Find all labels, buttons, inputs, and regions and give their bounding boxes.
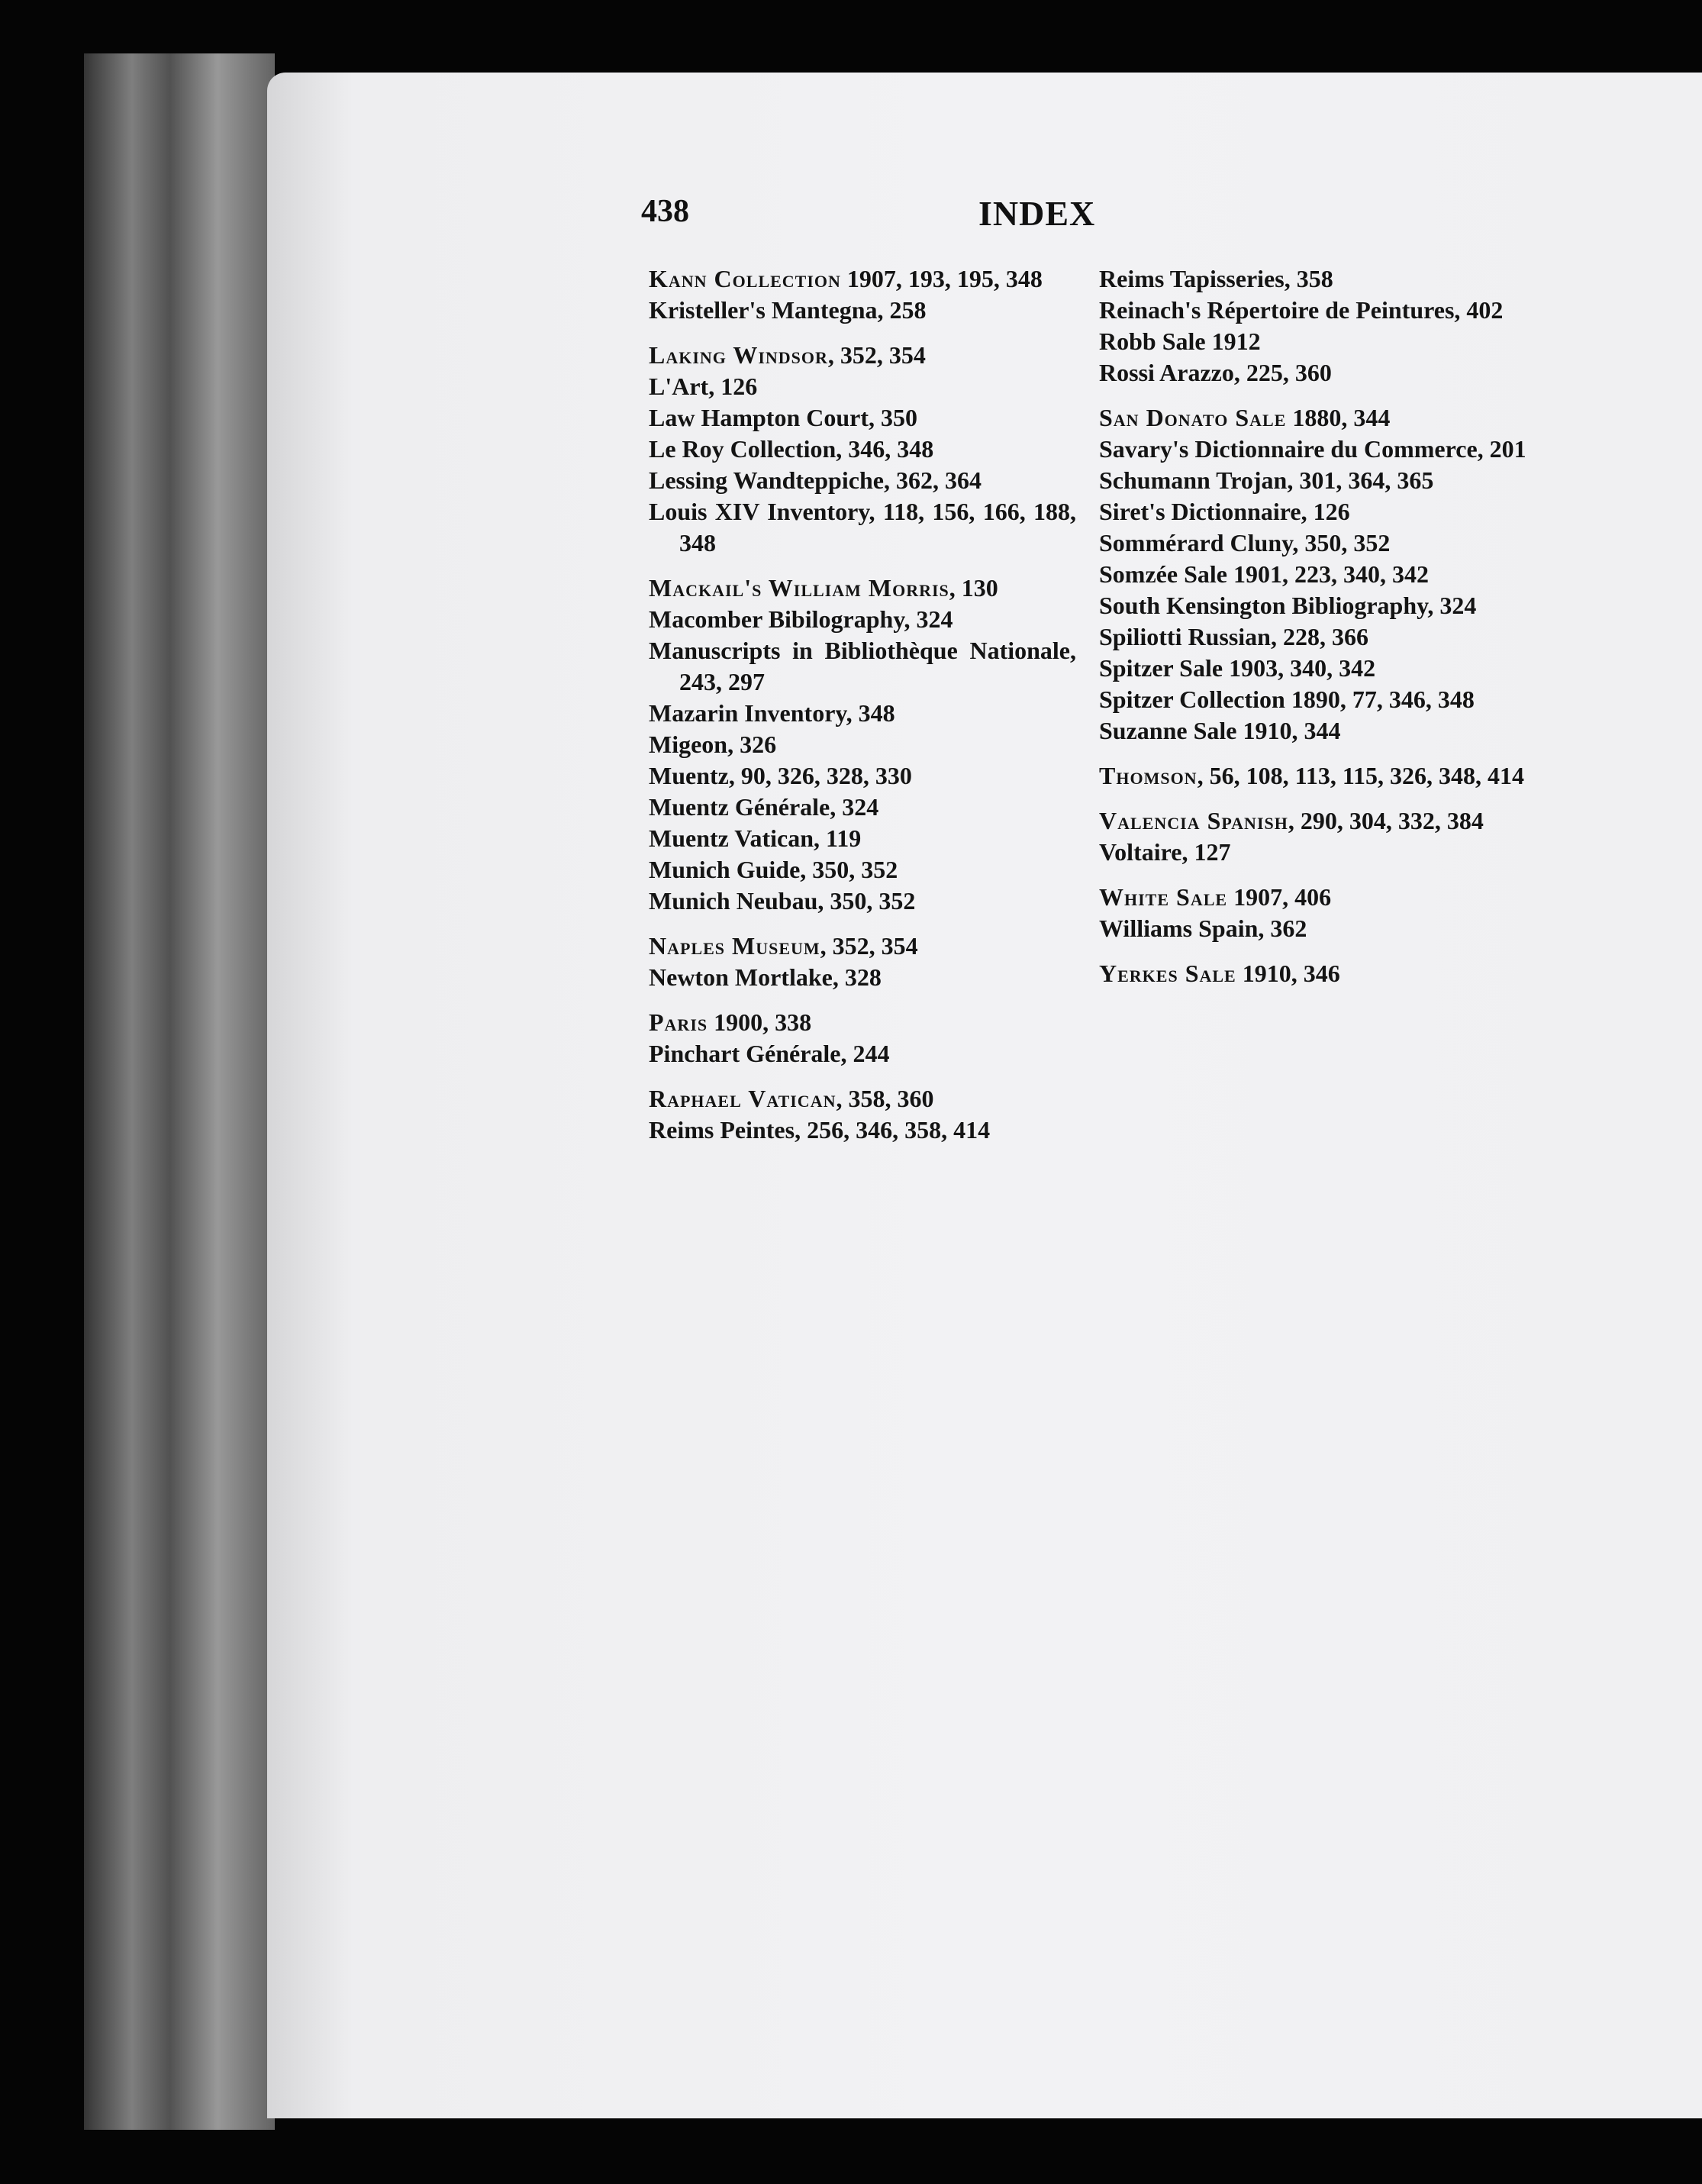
index-letter-group — [649, 1007, 1076, 1069]
index-entry-text: Manuscripts in Bibliothèque Nationale, 243, 297 — [649, 637, 1076, 695]
index-entry — [649, 402, 1076, 434]
index-entry — [1099, 653, 1542, 684]
index-entry-text: Schumann Trojan, 301, 364, 365 — [1099, 466, 1434, 494]
index-entry — [649, 465, 1076, 496]
index-entry — [649, 1038, 1076, 1069]
index-column-left — [649, 263, 1076, 1160]
index-entry — [1099, 357, 1542, 389]
index-entry — [649, 1007, 1076, 1038]
index-entry-text: , 352, 354 — [820, 932, 918, 960]
index-entry — [1099, 527, 1542, 559]
index-entry-lead: Paris — [649, 1008, 708, 1036]
index-entry-text: Suzanne Sale 1910, 344 — [1099, 717, 1341, 744]
index-entry-text: Lessing Wandteppiche, 362, 364 — [649, 466, 982, 494]
index-entry-text: Somzée Sale 1901, 223, 340, 342 — [1099, 560, 1429, 588]
index-entry-lead: Kann Collection — [649, 265, 841, 292]
index-letter-group — [1099, 805, 1542, 868]
index-entry-text: , 358, 360 — [836, 1085, 934, 1112]
book-spine — [84, 53, 275, 2130]
index-letter-group — [649, 263, 1076, 326]
index-entry-text: Spitzer Sale 1903, 340, 342 — [1099, 654, 1376, 682]
index-entry — [649, 962, 1076, 993]
index-entry-text: Newton Mortlake, 328 — [649, 963, 882, 991]
book-page — [267, 73, 1702, 2118]
index-entry-text: , 56, 108, 113, 115, 326, 348, 414 — [1197, 762, 1525, 789]
index-entry-text: 1907, 406 — [1227, 883, 1332, 911]
index-entry — [1099, 621, 1542, 653]
index-entry — [1099, 760, 1542, 792]
index-entry — [1099, 465, 1542, 496]
index-entry-lead: Thomson — [1099, 762, 1198, 789]
index-entry — [649, 371, 1076, 402]
index-entry-text: 1907, 193, 195, 348 — [840, 265, 1043, 292]
index-letter-group — [649, 573, 1076, 917]
index-entry — [649, 931, 1076, 962]
index-entry — [1099, 684, 1542, 715]
index-entry — [1099, 958, 1542, 989]
index-entry-text: Spitzer Collection 1890, 77, 346, 348 — [1099, 686, 1475, 713]
running-title: INDEX — [978, 194, 1096, 233]
index-entry — [649, 573, 1076, 604]
index-entry-text: 1880, 344 — [1286, 404, 1391, 431]
index-entry — [649, 295, 1076, 326]
index-entry-text: Savary's Dictionnaire du Commerce, 201 — [1099, 435, 1526, 463]
index-entry-lead: Raphael Vatican — [649, 1085, 836, 1112]
index-entry-text: Reims Peintes, 256, 346, 358, 414 — [649, 1116, 991, 1144]
index-letter-group — [649, 340, 1076, 559]
index-entry — [649, 792, 1076, 823]
page-header — [641, 193, 1404, 239]
index-entry-text: Williams Spain, 362 — [1099, 915, 1307, 942]
index-entry-text: Munich Guide, 350, 352 — [649, 856, 898, 883]
index-letter-group — [1099, 882, 1542, 944]
index-entry-text: Voltaire, 127 — [1099, 838, 1231, 866]
index-entry — [1099, 434, 1542, 465]
index-entry-text: Macomber Bibilography, 324 — [649, 605, 953, 633]
index-entry — [649, 1083, 1076, 1115]
index-entry — [1099, 882, 1542, 913]
index-entry-text: Robb Sale 1912 — [1099, 327, 1261, 355]
index-letter-group — [649, 931, 1076, 993]
index-entry — [649, 1115, 1076, 1146]
index-entry — [1099, 913, 1542, 944]
index-entry-text: Louis XIV Inventory, 118, 156, 166, 188, 348 — [649, 498, 1076, 556]
index-column-right — [1099, 263, 1542, 1003]
index-entry-text: Muentz, 90, 326, 328, 330 — [649, 762, 912, 789]
index-entry — [649, 434, 1076, 465]
index-letter-group — [649, 1083, 1076, 1146]
index-entry-text: 1900, 338 — [708, 1008, 812, 1036]
index-entry-text: , 130 — [949, 574, 998, 602]
index-entry — [649, 635, 1076, 698]
index-entry — [649, 823, 1076, 854]
index-entry-text: Mazarin Inventory, 348 — [649, 699, 895, 727]
index-entry — [649, 263, 1076, 295]
index-entry — [1099, 263, 1542, 295]
index-entry — [1099, 837, 1542, 868]
index-entry-text: Muentz Vatican, 119 — [649, 824, 862, 852]
index-entry — [1099, 559, 1542, 590]
index-entry-text: 1910, 346 — [1236, 960, 1340, 987]
index-entry — [649, 854, 1076, 886]
index-entry-text: Law Hampton Court, 350 — [649, 404, 918, 431]
index-entry-text: Migeon, 326 — [649, 731, 777, 758]
index-entry — [1099, 295, 1542, 326]
index-entry-text: , 352, 354 — [827, 341, 926, 369]
index-entry — [1099, 496, 1542, 527]
index-entry-text: Kristeller's Mantegna, 258 — [649, 296, 927, 324]
index-entry — [1099, 326, 1542, 357]
index-entry — [649, 886, 1076, 917]
index-entry-text: L'Art, 126 — [649, 373, 758, 400]
index-entry — [1099, 715, 1542, 747]
index-entry-text: Muentz Générale, 324 — [649, 793, 879, 821]
index-entry-text: Spiliotti Russian, 228, 366 — [1099, 623, 1368, 650]
index-entry-lead: Laking Windsor — [649, 341, 828, 369]
index-entry — [649, 729, 1076, 760]
index-entry — [649, 760, 1076, 792]
index-entry-text: Reinach's Répertoire de Peintures, 402 — [1099, 296, 1504, 324]
index-entry-lead: Naples Museum — [649, 932, 820, 960]
index-entry-text: Sommérard Cluny, 350, 352 — [1099, 529, 1391, 556]
index-entry-text: Reims Tapisseries, 358 — [1099, 265, 1333, 292]
index-entry-lead: Yerkes Sale — [1099, 960, 1236, 987]
page-number: 438 — [641, 194, 689, 229]
index-entry-lead: San Donato Sale — [1099, 404, 1287, 431]
index-entry — [1099, 402, 1542, 434]
index-entry-text: South Kensington Bibliography, 324 — [1099, 592, 1477, 619]
index-entry — [1099, 805, 1542, 837]
index-entry — [649, 496, 1076, 559]
index-entry-lead: White Sale — [1099, 883, 1228, 911]
index-letter-group — [1099, 760, 1542, 792]
index-entry-text: , 290, 304, 332, 384 — [1288, 807, 1484, 834]
index-entry — [649, 604, 1076, 635]
index-entry-text: Rossi Arazzo, 225, 360 — [1099, 359, 1332, 386]
index-entry-text: Pinchart Générale, 244 — [649, 1040, 890, 1067]
index-letter-group — [1099, 402, 1542, 747]
index-entry-lead: Valencia Spanish — [1099, 807, 1288, 834]
index-entry-text: Munich Neubau, 350, 352 — [649, 887, 916, 915]
index-entry-text: Siret's Dictionnaire, 126 — [1099, 498, 1350, 525]
index-entry-text: Le Roy Collection, 346, 348 — [649, 435, 934, 463]
index-entry — [1099, 590, 1542, 621]
index-entry — [649, 698, 1076, 729]
index-letter-group — [1099, 958, 1542, 989]
index-letter-group — [1099, 263, 1542, 389]
index-entry-lead: Mackail's William Morris — [649, 574, 949, 602]
index-entry — [649, 340, 1076, 371]
